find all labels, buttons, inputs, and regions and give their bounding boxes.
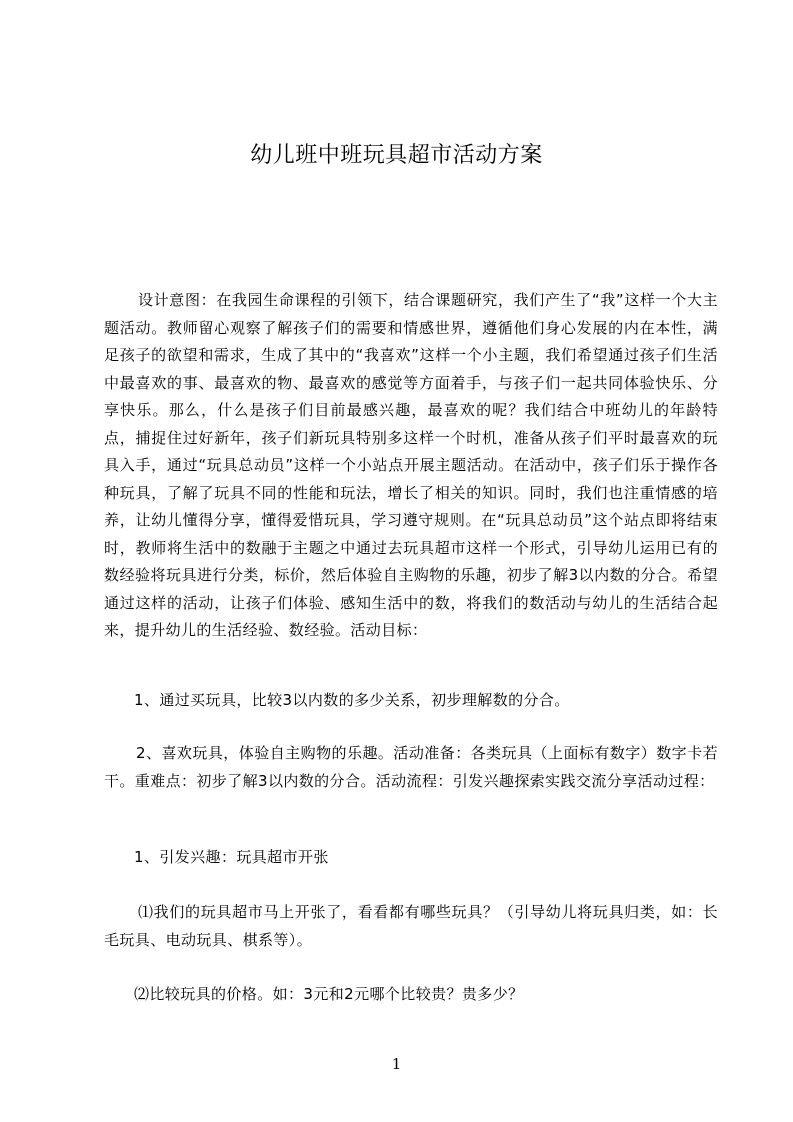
paragraph-step-1-item-2: ⑵比较玩具的价格。如：3元和2元哪个比较贵？贵多少？ bbox=[134, 985, 524, 1003]
paragraph-goal-2: 2、喜欢玩具，体验自主购物的乐趣。活动准备：各类玩具（上面标有数字）数字卡若干。重难点：初步了解3以内数的分合。活动流程：引发兴趣探索实践交流分享活动过程： bbox=[104, 744, 718, 790]
paragraph-design-intent: 设计意图：在我园生命课程的引领下，结合课题研究，我们产生了“我”这样一个大主题活动。教师留心观察了解孩子们的需要和情感世界，遵循他们身心发展的内在本性，满足孩子的欲望和需求，生成了其中的“我喜欢”这样一个小主题，我们希望通过孩子们生活中最喜欢的事、最喜欢的物、最喜欢的感觉等方面着手，与孩子们一起共同体验快乐、分享快乐。那么，什么是孩子们目前最感兴趣，最喜欢的呢？我们结合中班幼儿的年龄特点，捕捉住过好新年，孩子们新玩具特别多这样一个时机，准备从孩子们平时最喜欢的玩具入手，通过“玩具总动员”这样一个小站点开展主题活动。在活动中，孩子们乐于操作各种玩具，了解了玩具不同的性能和玩法，增长了相关的知识。同时，我们也注重情感的培养，让幼儿懂得分享，懂得爱惜玩具，学习遵守规则。在“玩具总动员”这个站点即将结束时，教师将生活中的数融于主题之中通过去玩具超市这样一个形式，引导幼儿运用已有的数经验将玩具进行分类，标价，然后体验自主购物的乐趣，初步了解3以内数的分合。希望通过这样的活动，让孩子们体验、感知生活中的数，将我们的数活动与幼儿的生活结合起来，提升幼儿的生活经验、数经验。活动目标： bbox=[104, 291, 718, 639]
paragraph-step-1: 1、引发兴趣：玩具超市开张 bbox=[134, 848, 329, 866]
document-title: 幼儿班中班玩具超市活动方案 bbox=[250, 143, 543, 168]
paragraph-step-1-item-1: ⑴我们的玩具超市马上开张了，看看都有哪些玩具？（引导幼儿将玩具归类，如：长毛玩具、电动玩具、棋系等）。 bbox=[104, 903, 718, 949]
paragraph-goal-1: 1、通过买玩具，比较3以内数的多少关系，初步理解数的分合。 bbox=[134, 691, 570, 709]
page-number: 1 bbox=[391, 1055, 402, 1073]
